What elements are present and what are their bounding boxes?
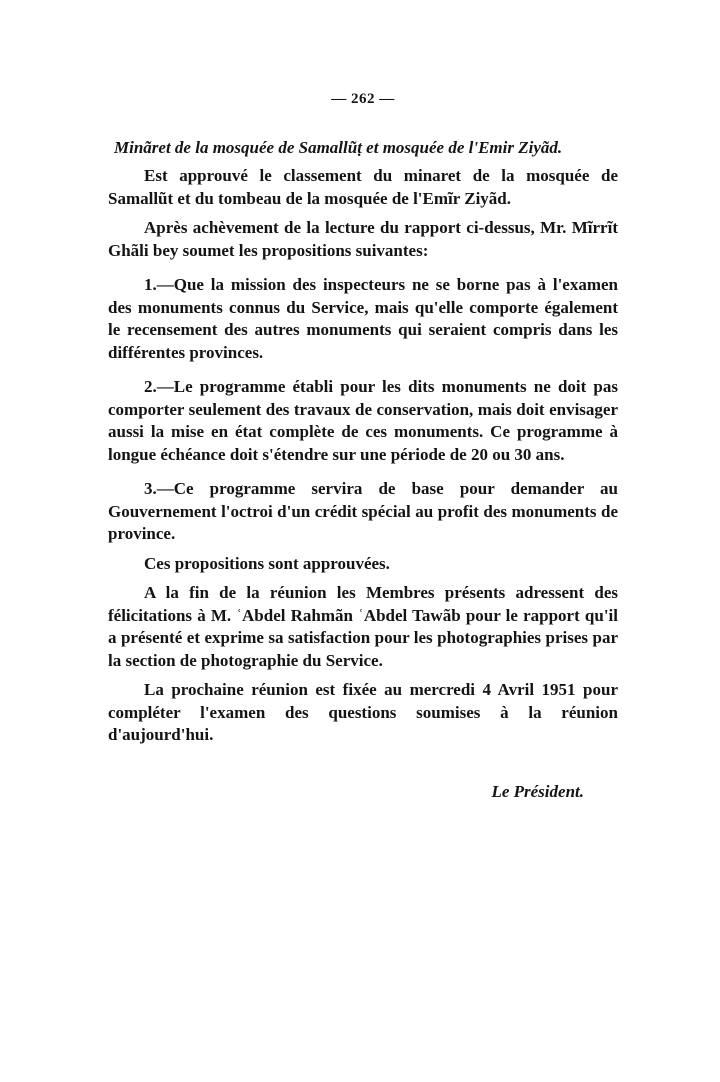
paragraph-proposal-3: 3.—Ce programme servira de base pour demander au Gouvernement l'octroi d'un crédit spécial au profit des monuments de province. xyxy=(108,479,618,543)
paragraph-proposal-1: 1.—Que la mission des inspecteurs ne se borne pas à l'examen des monuments connus du Service, mais qu'elle comporte également le recensement des autres monuments qui seraient compris dans les différentes provinces. xyxy=(108,275,618,362)
document-page xyxy=(108,88,618,803)
page-number: — 262 — xyxy=(331,91,395,107)
paragraph-approval: Est approuvé le classement du minaret de la mosquée de Samallũt et du tombeau de la mosquée de l'Emĩr Ziyãd. xyxy=(108,166,618,208)
paragraph-next-meeting: La prochaine réunion est fixée au mercredi 4 Avril 1951 pour compléter l'examen des questions soumises à la réunion d'aujourd'hui. xyxy=(108,680,618,744)
signature: Le Président. xyxy=(491,781,584,801)
section-title: Minãret de la mosquée de Samallũṭ et mosquée de l'Emir Ziyãd. xyxy=(114,137,563,157)
paragraph-proposal-2: 2.—Le programme établi pour les dits monuments ne doit pas comporter seulement des travaux de conservation, mais doit envisager aussi la mise en état complète de ces monuments. Ce programme à longue échéance doit s'étendre sur une période de 20 ou 30 ans. xyxy=(108,377,618,464)
paragraph-approved: Ces propositions sont approuvées. xyxy=(144,553,390,573)
paragraph-congratulations: A la fin de la réunion les Membres présents adressent des félicitations à M. ʿAbdel Rahmãn ʿAbdel Tawãb pour le rapport qu'il a présenté et exprime sa satisfaction pour les photographies prises par la section de photographie du Service. xyxy=(108,583,618,670)
paragraph-reading: Après achèvement de la lecture du rapport ci-dessus, Mr. Mĩrrĩt Ghãli bey soumet les propositions suivantes: xyxy=(108,218,618,260)
